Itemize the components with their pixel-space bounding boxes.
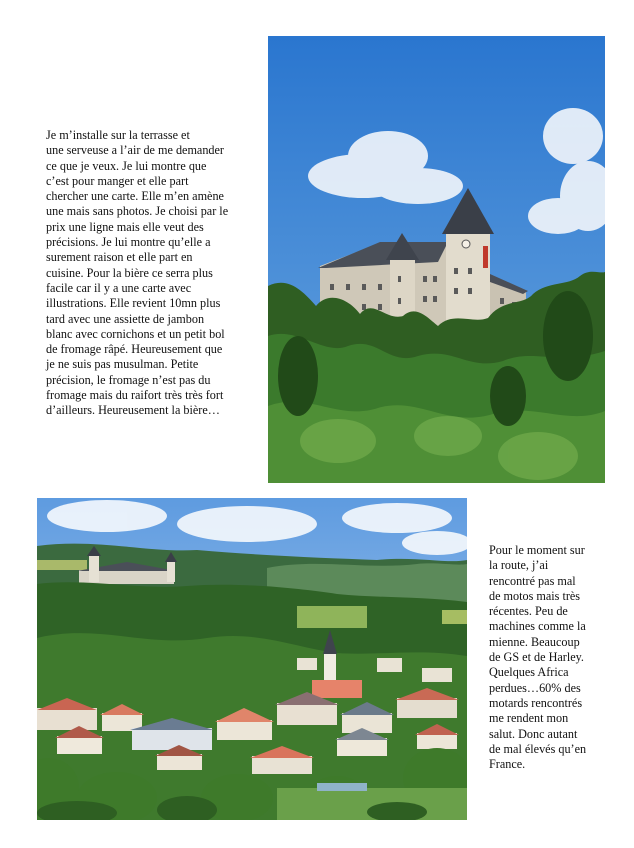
paragraph-motorcycles: Pour le moment sur la route, j’ai rencontré pas mal de motos mais très récentes. Peu de machines comme la mienne. Beaucoup de GS et de Harley. Quelques Africa perdues…60% des motards rencontrés me rendent mon salut. Donc autant de mal élevés qu’en France. [489, 543, 587, 772]
village-photo [37, 498, 467, 820]
castle-photo [268, 36, 605, 483]
paragraph-terrace: Je m’installe sur la terrasse et une serveuse a l’air de me demander ce que je veux. Je lui montre que c’est pour manger et elle part chercher une carte. Elle m’en amène une mais sans photos. Je choisi par le prix une ligne mais elle veut des précisions. Je lui montre qu’elle a surement raison et elle part en cuisine. Pour la bière ce serra plus facile car il y a une carte avec illustrations. Elle revient 10mn plus tard avec une assiette de jambon blanc avec cornichons et un petit bol de fromage râpé. Heureusement que je ne suis pas musulman. Petite précision, le fromage n’est pas du fromage mais du raifort très très fort d’ailleurs. Heureusement la bière… [46, 128, 229, 418]
